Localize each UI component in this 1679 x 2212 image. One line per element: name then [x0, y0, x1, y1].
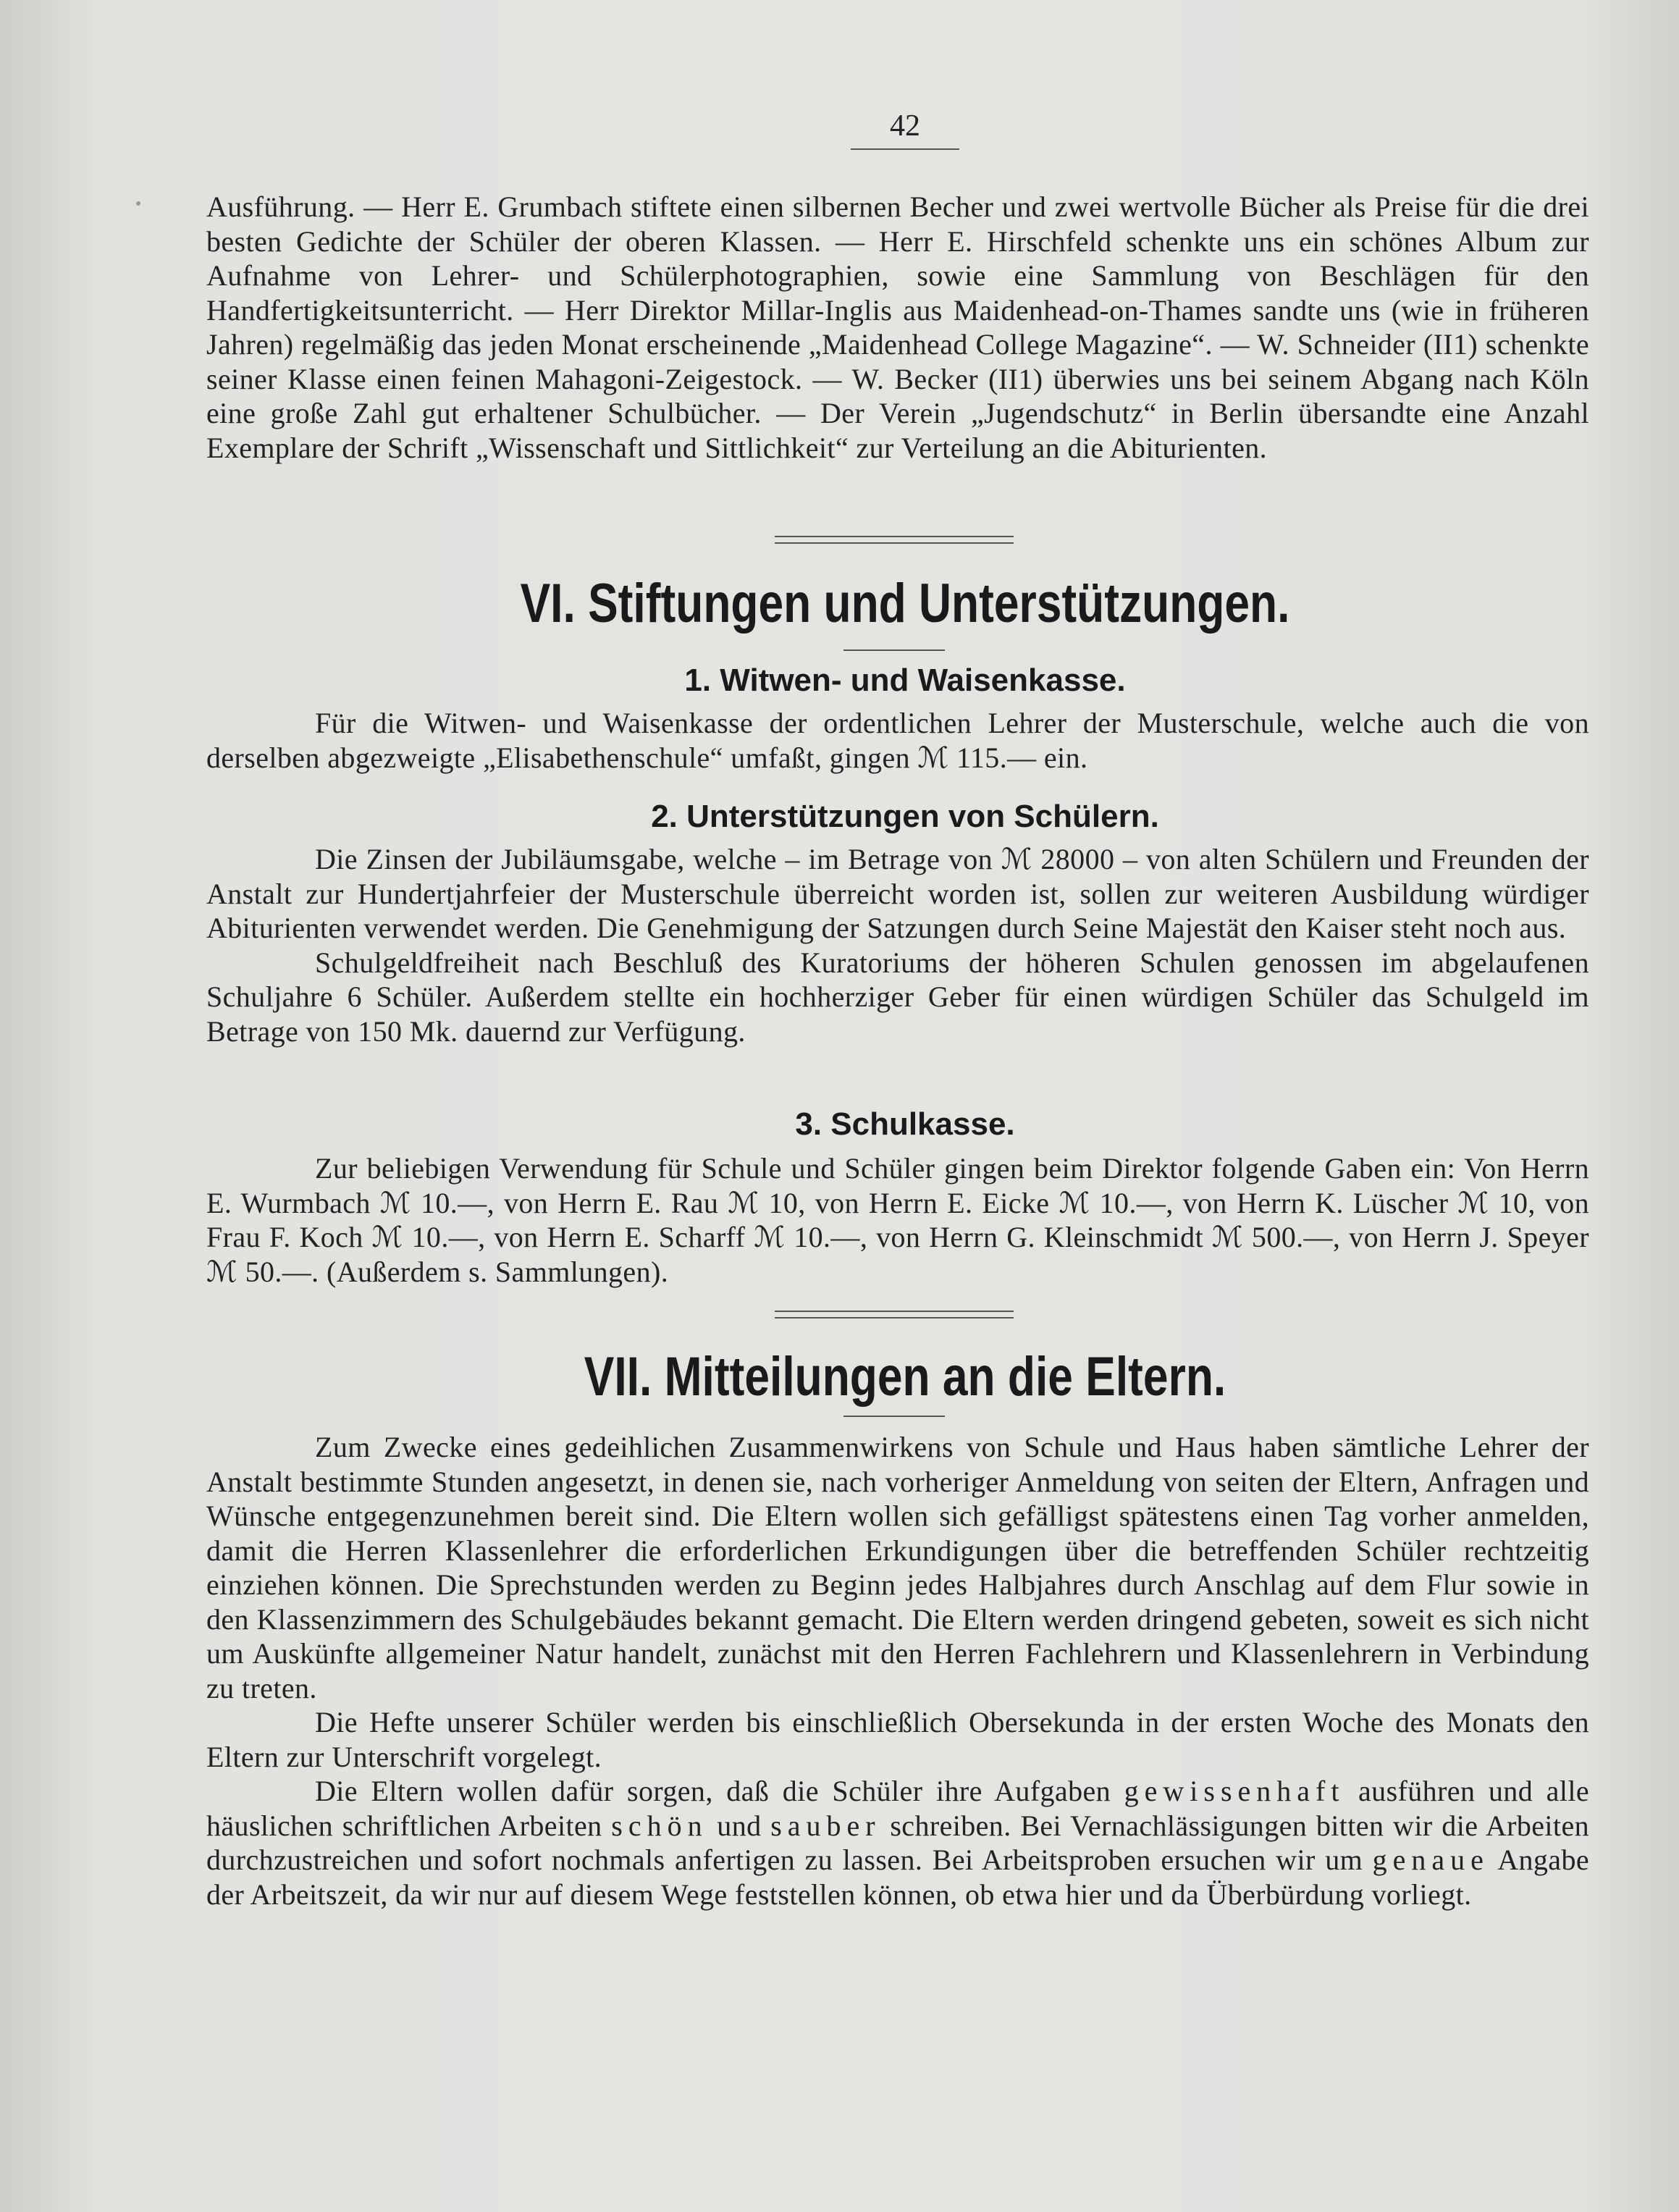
heading-rule: [843, 649, 945, 651]
sub3-paragraph: Zur beliebigen Verwendung für Schule und Schüler gingen beim Direktor folgende Gaben ein: Von Herrn E. Wurmbach ℳ 10.—, von Herrn E. Rau ℳ 10, von Herrn E. Eicke ℳ 10.—, von Herrn K. Lüscher ℳ 10, von Frau F. Koch ℳ 10.—, von Herrn E. Scharff ℳ 10.—, von Herrn G. Kleinschmidt ℳ 500.—, von Herrn J. Speyer ℳ 50.—. (Außerdem s. Sammlungen).: [206, 1152, 1589, 1288]
sub1-paragraph: Für die Witwen- und Waisenkasse der ordentlichen Lehrer der Musterschule, welche auch die von derselben abgezweigte „Elisabethenschule“ umfaßt, gingen ℳ 115.— ein.: [206, 707, 1589, 774]
sub2-paragraph-1: Die Zinsen der Jubiläumsgabe, welche – im Betrage von ℳ 28000 – von alten Schülern und Freunden der Anstalt zur Hundertjahrfeier der Musterschule überreicht worden ist, sollen zur weiteren Ausbildung würdiger Abiturienten verwendet werden. Die Genehmigung der Satzungen durch Seine Majestät den Kaiser steht noch aus.: [206, 843, 1589, 944]
intro-text: [206, 190, 1589, 465]
vii-p3-text-c: ausführen und alle häuslichen schriftlichen Arbeiten: [206, 1775, 1590, 1842]
heading-rule: [843, 1416, 945, 1417]
vii-paragraph-3: [206, 1774, 1589, 1912]
emphasis-genaue: genaue: [1372, 1843, 1489, 1876]
section-divider: [775, 1311, 1014, 1319]
section-vi-sub2-text: [206, 842, 1589, 1048]
vii-paragraph-1: Zum Zwecke eines gedeihlichen Zusammenwirkens von Schule und Haus haben sämtliche Lehrer der Anstalt bestimmte Stunden angesetzt, in denen sie, nach vorheriger Anmeldung von seiten der Eltern, Anfragen und Wünsche entgegenzunehmen bereit sind. Die Eltern wollen sich gefälligst spätestens einen Tag vorher anmelden, damit die Herren Klassenlehrer die erforderlichen Erkundigungen über die betreffenden Schüler rechtzeitig einziehen können. Die Sprechstunden werden zu Beginn jedes Halbjahres durch Anschlag auf dem Flur sowie in den Klassenzimmern des Schulgebäudes bekannt gemacht. Die Eltern werden dringend gebeten, soweit es sich nicht um Auskünfte allgemeiner Natur handelt, zunächst mit den Herren Fachlehrern und Klassenlehrern in Verbindung zu treten.: [206, 1431, 1589, 1704]
intro-paragraph: Ausführung. — Herr E. Grumbach stiftete einen silbernen Becher und zwei wertvolle Bücher als Preise für die drei besten Gedichte der Schüler der oberen Klassen. — Herr E. Hirschfeld schenkte uns ein schönes Album zur Aufnahme von Lehrer- und Schülerphotographien, sowie eine Sammlung von Beschlägen für den Handfertigkeitsunterricht. — Herr Direktor Millar-Inglis aus Maidenhead-on-Thames sandte uns (wie in früheren Jahren) regelmäßig das jeden Monat erscheinende „Maidenhead College Magazine“. — W. Schneider (II1) schenkte seiner Klasse einen feinen Mahagoni-Zeigestock. — W. Becker (II1) überwies uns bei seinem Abgang nach Köln eine große Zahl gut erhaltener Schulbücher. — Der Verein „Jugendschutz“ in Berlin übersandte eine Anzahl Exemplare der Schrift „Wissenschaft und Sittlichkeit“ zur Verteilung an die Abiturienten.: [206, 190, 1589, 464]
section-vi-sub3-text: [206, 1151, 1589, 1289]
emphasis-gewissenhaft: gewissenhaft: [1124, 1775, 1345, 1807]
section-divider: [775, 536, 1014, 544]
page-number: 42: [890, 109, 920, 143]
section-vi-sub3-title: 3. Schulkasse.: [795, 1106, 1015, 1142]
vii-p3-text-e: und: [717, 1809, 762, 1842]
scan-speck: [136, 201, 140, 206]
page-number-rule: [851, 148, 959, 150]
section-vi-sub1-title: 1. Witwen- und Waisenkasse.: [684, 663, 1126, 698]
emphasis-schoen: schön: [611, 1809, 708, 1842]
vii-p3-text-a: Die Eltern wollen dafür sorgen, daß die Schüler ihre Aufgaben: [315, 1775, 1111, 1807]
vii-paragraph-2: Die Hefte unserer Schüler werden bis einschließlich Obersekunda in der ersten Woche des Monats den Eltern zur Unterschrift vorgelegt.: [206, 1706, 1589, 1773]
section-vi-title: VI. Stiftungen und Unterstützungen.: [520, 573, 1290, 634]
vii-p3-text-g: schreiben. Bei Vernachlässigungen bitten wir die Arbeiten durchzustreichen und sofort nochmals anfertigen zu lassen. Bei Arbeitsproben ersuchen wir um: [206, 1809, 1589, 1876]
vii-p3-text-i: Angabe der Arbeitszeit, da wir nur auf diesem Wege feststellen können, ob etwa hier und da Überbürdung vorliegt.: [206, 1843, 1589, 1911]
emphasis-sauber: sauber: [770, 1809, 881, 1842]
section-vi-sub2-title: 2. Unterstützungen von Schülern.: [651, 799, 1159, 834]
section-vi-sub1-text: [206, 706, 1589, 775]
section-vii-text: [206, 1430, 1589, 1912]
sub2-paragraph-2: Schulgeldfreiheit nach Beschluß des Kuratoriums der höheren Schulen genossen im abgelaufenen Schuljahre 6 Schüler. Außerdem stellte ein hochherziger Geber für einen würdigen Schüler das Schulgeld im Betrage von 150 Mk. dauernd zur Verfügung.: [206, 946, 1589, 1048]
section-vii-title: VII. Mitteilungen an die Eltern.: [584, 1346, 1226, 1408]
